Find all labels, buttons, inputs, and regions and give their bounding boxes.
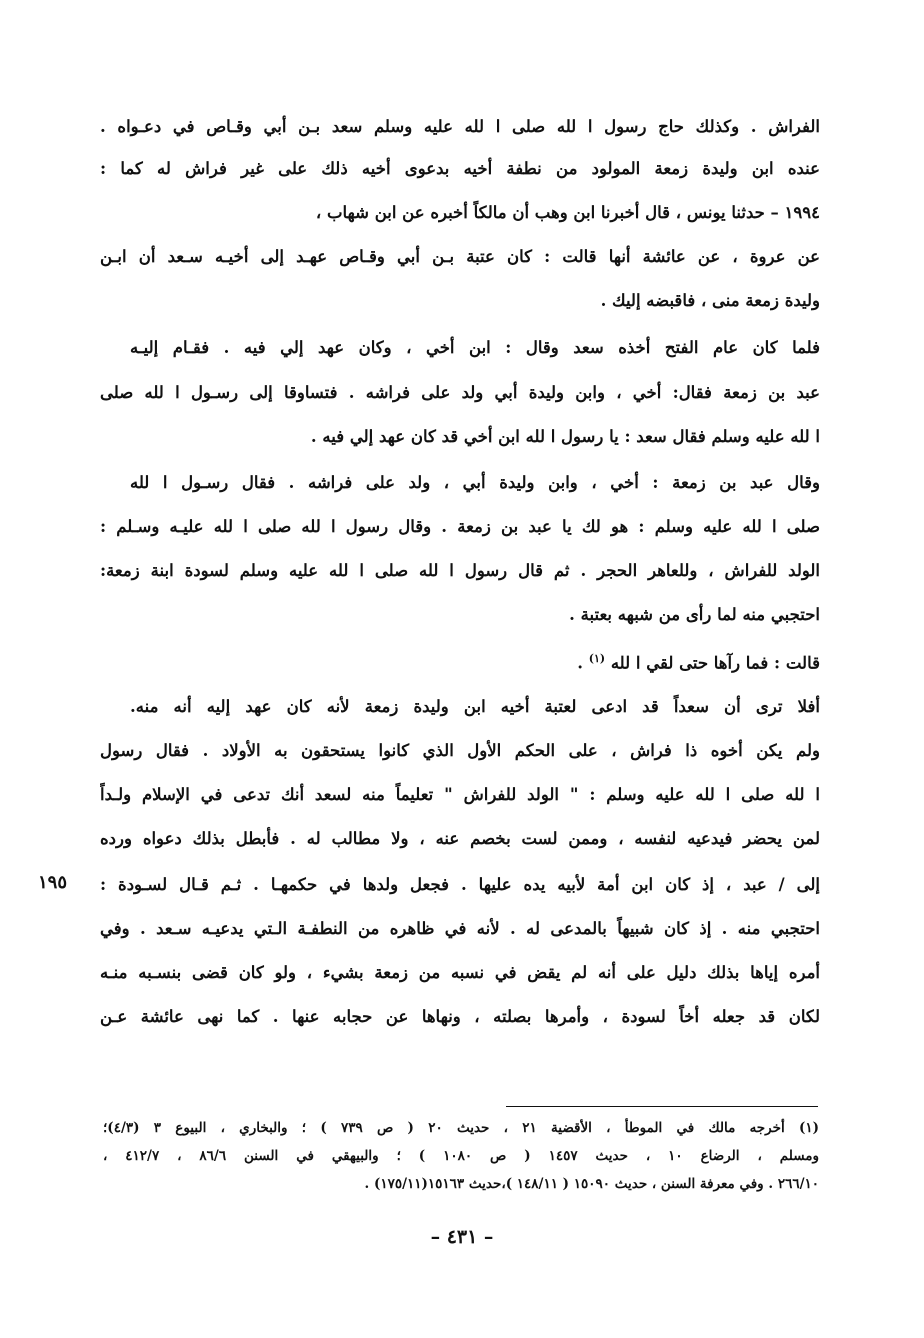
- text-line: إلى / عبد ، إذ كان ابن أمة لأبيه يده عليها . فجعل ولدها في حكمهـا . ثـم قـال لسـودة :: [100, 875, 820, 894]
- text-span: .: [577, 653, 583, 673]
- text-line: عنده ابن وليدة زمعة المولود من نطفة أخيه بدعوى أخيه ذلك على غير فراش له كما :: [100, 159, 820, 178]
- text-line: عبد بن زمعة فقال: أخي ، وابن وليدة أبي ولد على فراشه . فتساوقا إلى رسـول ا لله صلى: [100, 383, 820, 402]
- text-line: أفلا ترى أن سعداً قد ادعى لعتبة أخيه ابن وليدة زمعة لأنه كان عهد إليه أنه منه.: [130, 697, 820, 716]
- text-line: احتجبي منه . إذ كان شبيهاً بالمدعى له . لأنه في ظاهره من النطفـة الـتي يدعيـه سـعد . وفي: [100, 919, 820, 938]
- footnote-line: ومسلم ، الرضاع ١٠ ، حديث ١٤٥٧ ( ص ١٠٨٠ ) ؛ والبيهقي في السنن ٨٦/٦ ، ٤١٢/٧ ،: [103, 1148, 819, 1164]
- text-line: لمن يحضر فيدعيه لنفسه ، وممن لست بخصم عنه ، ولا مطالب له . فأبطل بذلك دعواه ورده: [100, 829, 820, 848]
- text-line: لكان قد جعله أخاً لسودة ، وأمرها بصلته ، ونهاها عن حجابه عنها . كما نهى عائشة عـن: [100, 1007, 820, 1026]
- text-line: فلما كان عام الفتح أخذه سعد وقال : ابن أخي ، وكان عهد إلي فيه . فقـام إليـه: [130, 338, 820, 357]
- page-number: – ٤٣١ –: [430, 1226, 494, 1248]
- footnote-reference: (١): [588, 652, 606, 665]
- text-line: الفراش . وكذلك حاج رسول ا لله صلى ا لله عليه وسلم سعد بـن أبي وقـاص في دعـواه .: [100, 117, 820, 136]
- footnote-line: (١) أخرجه مالك في الموطأ ، الأقضية ٢١ ، حديث ٢٠ ( ص ٧٣٩ ) ؛ والبخاري ، البيوع ٣ (٤/٣)؛: [103, 1120, 819, 1136]
- footnote-line: ٢٦٦/١٠ . وفي معرفة السنن ، حديث ١٥٠٩٠ ( ١٤٨/١١ )،حديث ١٥١٦٣(١٧٥/١١) .: [364, 1176, 819, 1192]
- text-line: أمره إياها بذلك دليل على أنه لم يقض في نسبه من زمعة بشيء ، ولو كان قضى بنسـبه منـه: [100, 963, 820, 982]
- margin-page-reference: ١٩٥: [38, 872, 68, 893]
- text-line: الولد للفراش ، وللعاهر الحجر . ثم قال رسول ا لله صلى ا لله عليه وسلم لسودة ابنة زمعة:: [100, 561, 820, 580]
- text-line: وقال عبد بن زمعة : أخي ، وابن وليدة أبي ، ولد على فراشه . فقال رسـول ا لله: [130, 473, 820, 492]
- text-line: احتجبي منه لما رأى من شبهه بعتبة .: [569, 605, 820, 624]
- text-line: صلى ا لله عليه وسلم : هو لك يا عبد بن زمعة . وقال رسول ا لله صلى ا لله عليـه وسـلم :: [100, 517, 820, 536]
- text-line: ولم يكن أخوه ذا فراش ، على الحكم الأول الذي كانوا يستحقون به الأولاد . فقال رسول: [100, 741, 820, 760]
- text-span: قالت : فما رآها حتى لقي ا لله: [610, 653, 820, 673]
- hadith-number-line: ١٩٩٤ – حدثنا يونس ، قال أخبرنا ابن وهب أن مالكاً أخبره عن ابن شهاب ،: [315, 203, 820, 222]
- text-line-with-footnote: [130, 646, 820, 674]
- text-line: عن عروة ، عن عائشة أنها قالت : كان عتبة بـن أبي وقـاص عهـد إلى أخيـه سـعد أن ابـن: [100, 247, 820, 266]
- text-line: ا لله صلى ا لله عليه وسلم : " الولد للفراش " تعليماً منه لسعد أنك تدعى في الإسلام ولـداً: [100, 785, 820, 804]
- footnote-separator: [506, 1106, 818, 1107]
- text-line: وليدة زمعة منى ، فاقبضه إليك .: [600, 291, 820, 310]
- text-line: ا لله عليه وسلم فقال سعد : يا رسول ا لله ابن أخي قد كان عهد إلي فيه .: [310, 427, 820, 446]
